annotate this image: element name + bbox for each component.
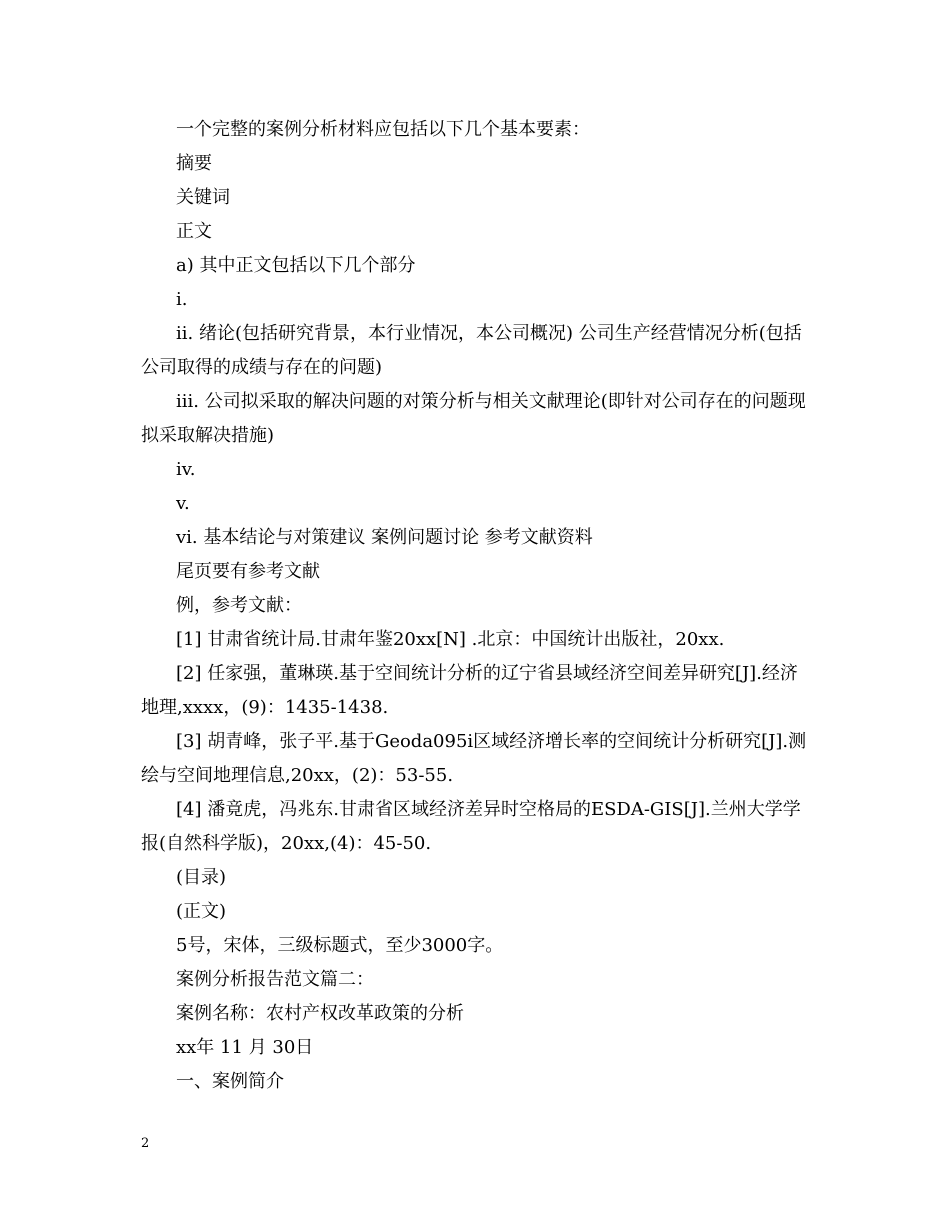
format-requirement-line: 5号，宋体，三级标题式，至少3000字。	[176, 935, 504, 956]
list-item-ii: ii. 绪论(包括研究背景，本行业情况，本公司概况) 公司生产经营情况分析(包括公司取得的成绩与存在的问题)	[141, 323, 802, 378]
reference-item-4: [4] 潘竟虎，冯兆东.甘肃省区域经济差异时空格局的ESDA-GIS[J].兰州大学学报(自然科学版)，20xx,(4)：45-50.	[141, 799, 801, 854]
main-text-parts-line: a) 其中正文包括以下几个部分	[176, 255, 416, 276]
list-item-i: i.	[176, 289, 188, 310]
reference-item-3: [3] 胡青峰，张子平.基于Geoda095i区域经济增长率的空间统计分析研究[J].测绘与空间地理信息,20xx，(2)：53-55.	[141, 731, 807, 786]
reference-item-1: [1] 甘肃省统计局.甘肃年鉴20xx[N] .北京：中国统计出版社，20xx.	[176, 629, 725, 650]
page-number: 2	[141, 1136, 150, 1151]
toc-label: (目录)	[176, 867, 227, 888]
main-text-label: 正文	[176, 221, 212, 242]
list-item-iv: iv.	[176, 459, 196, 480]
date-line: xx年 11 月 30日	[176, 1037, 314, 1058]
keywords-label: 关键词	[176, 187, 230, 208]
list-item-v: v.	[176, 493, 190, 514]
list-item-iii: iii. 公司拟采取的解决问题的对策分析与相关文献理论(即针对公司存在的问题现拟采取解决措施)	[141, 391, 806, 446]
sample-two-heading: 案例分析报告范文篇二：	[176, 969, 374, 990]
case-name-line: 案例名称：农村产权改革政策的分析	[176, 1003, 464, 1024]
body-label: (正文)	[176, 901, 227, 922]
list-item-vi: vi. 基本结论与对策建议 案例问题讨论 参考文献资料	[176, 527, 593, 548]
document-body	[141, 113, 813, 1099]
reference-item-2: [2] 任家强，董琳瑛.基于空间统计分析的辽宁省县域经济空间差异研究[J].经济地理,xxxx，(9)：1435-1438.	[141, 663, 798, 718]
case-summary-heading: 一、案例简介	[176, 1071, 284, 1092]
references-example-label: 例，参考文献：	[176, 595, 302, 616]
intro-line: 一个完整的案例分析材料应包括以下几个基本要素：	[176, 119, 590, 140]
references-required-line: 尾页要有参考文献	[176, 561, 320, 582]
abstract-label: 摘要	[176, 153, 212, 174]
